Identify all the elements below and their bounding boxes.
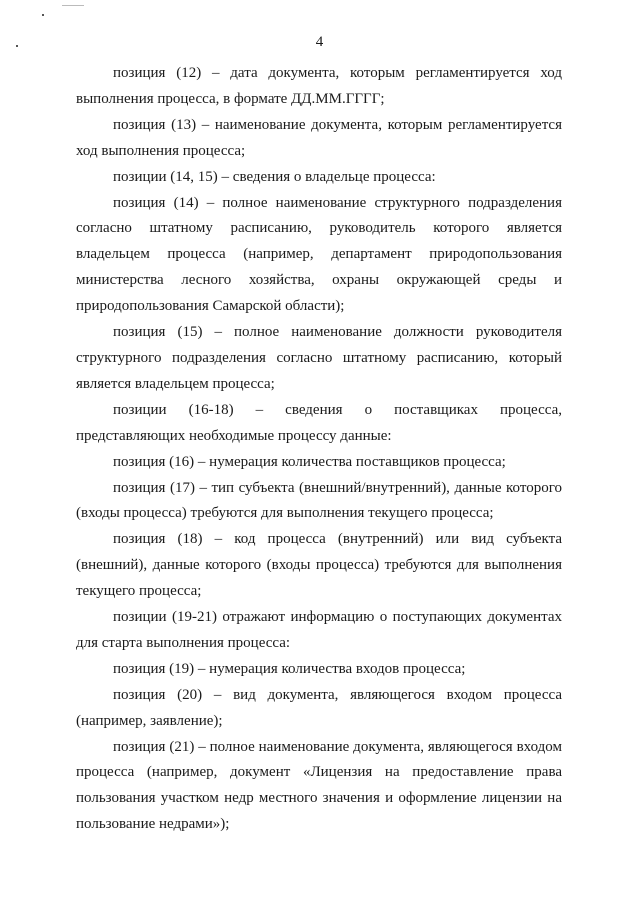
paragraph: позиция (14) – полное наименование структурного подразделения согласно штатному расписанию, руководитель которого является владельцем процесса (например, департамент природопользования министерства лесного хозяйства, охраны окружающей среды и природопользования Самарской области); (76, 194, 562, 315)
paragraph: позиция (13) – наименование документа, которым регламентируется ход выполнения процесса; (76, 116, 562, 159)
paragraph: позиция (15) – полное наименование должности руководителя структурного подразделения согласно штатному расписанию, который является владельцем процесса; (76, 324, 562, 392)
scan-artifact (62, 5, 84, 6)
paragraph: позиция (12) – дата документа, которым регламентируется ход выполнения процесса, в формате ДД.ММ.ГГГГ; (76, 65, 562, 107)
paragraph: позиция (17) – тип субъекта (внешний/внутренний), данные которого (входы процесса) требуются для выполнения текущего процесса; (76, 479, 562, 522)
page-number: 4 (315, 34, 324, 50)
paragraph: позиция (16) – нумерация количества поставщиков процесса; (113, 453, 506, 470)
paragraph: позиция (21) – полное наименование документа, являющегося входом процесса (например, документ «Лицензия на предоставление права пользования участком недр местного значения и оформление лицензии на пользование недрами»); (76, 738, 562, 833)
paragraph: позиции (19-21) отражают информацию о поступающих документах для старта выполнения процесса: (76, 609, 562, 651)
paragraph: позиция (18) – код процесса (внутренний) или вид субъекта (внешний), данные которого (входы процесса) требуются для выполнения текущего процесса; (76, 531, 562, 600)
scan-artifact (42, 14, 44, 16)
paragraph: позиции (16-18) – сведения о поставщиках процесса, представляющих необходимые процессу данные: (76, 401, 562, 444)
paragraph: позиция (19) – нумерация количества входов процесса; (113, 660, 466, 677)
paragraph: позиции (14, 15) – сведения о владельце процесса: (113, 168, 436, 185)
paragraph: позиция (20) – вид документа, являющегося входом процесса (например, заявление); (76, 686, 562, 729)
document-body (76, 61, 562, 838)
